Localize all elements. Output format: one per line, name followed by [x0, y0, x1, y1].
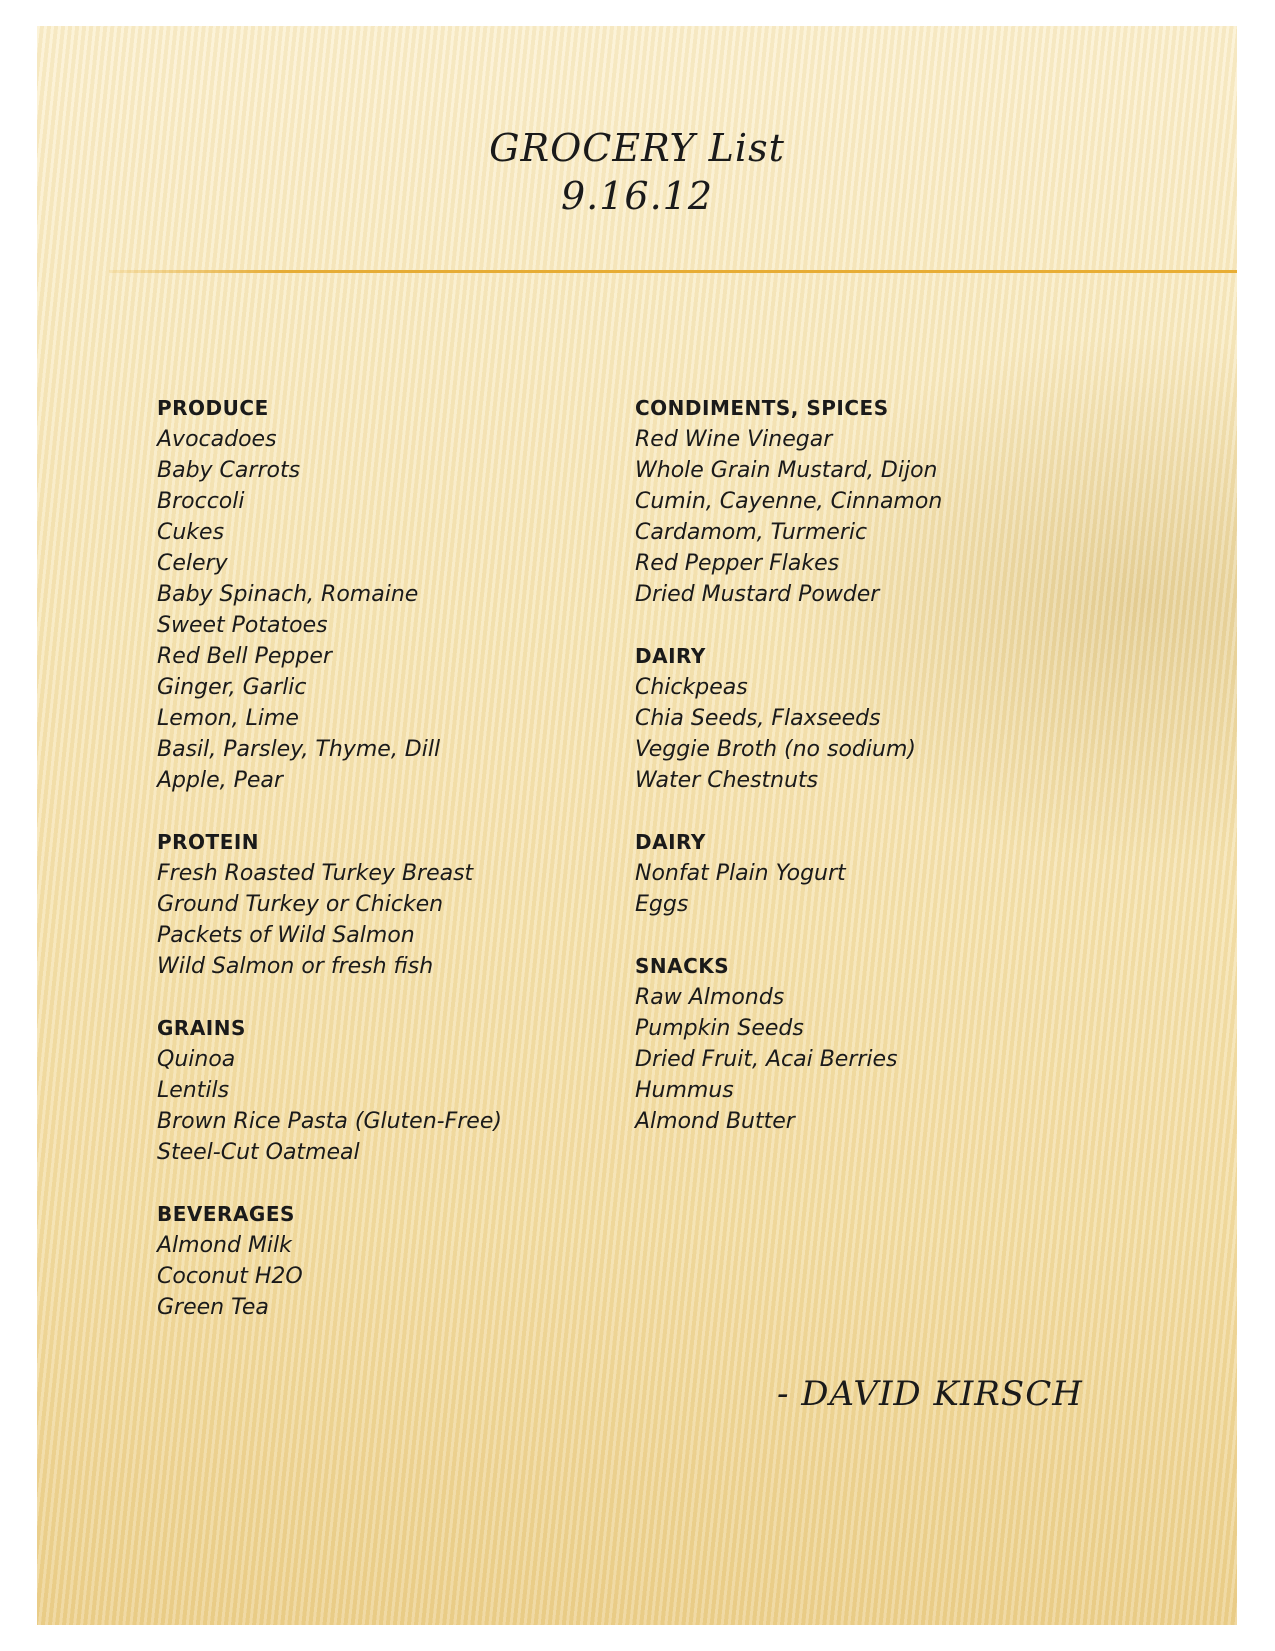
list-item: Steel-Cut Oatmeal — [157, 1140, 360, 1165]
list-item: Eggs — [635, 892, 689, 917]
list-item: Lentils — [157, 1078, 230, 1103]
signature: - DAVID KIRSCH — [777, 1374, 1083, 1414]
list-item: Red Bell Pepper — [157, 644, 332, 669]
list-item: Cumin, Cayenne, Cinnamon — [635, 489, 943, 514]
list-item: Brown Rice Pasta (Gluten-Free) — [157, 1109, 502, 1134]
list-item: Ginger, Garlic — [157, 675, 307, 700]
section-heading: SNACKS — [635, 954, 730, 978]
list-item: Packets of Wild Salmon — [157, 923, 415, 948]
list-item: Celery — [157, 551, 228, 576]
section-dairy — [635, 641, 1075, 796]
list-item: Almond Butter — [635, 1109, 795, 1134]
list-item: Basil, Parsley, Thyme, Dill — [157, 737, 441, 762]
section-produce — [157, 393, 597, 796]
list-item: Quinoa — [157, 1047, 236, 1072]
section-heading: GRAINS — [157, 1016, 246, 1040]
list-item: Chickpeas — [635, 675, 748, 700]
section-heading: BEVERAGES — [157, 1202, 295, 1226]
section-heading: PROTEIN — [157, 830, 260, 854]
section-condiments-spices — [635, 393, 1075, 610]
list-item: Red Wine Vinegar — [635, 427, 833, 452]
list-item: Wild Salmon or fresh fish — [157, 954, 434, 979]
list-item: Ground Turkey or Chicken — [157, 892, 444, 917]
section-dairy — [635, 827, 1075, 920]
list-item: Cukes — [157, 520, 225, 545]
section-beverages — [157, 1199, 597, 1323]
section-heading: DAIRY — [635, 830, 706, 854]
title-date: 9.16.12 — [560, 174, 714, 218]
list-item: Baby Carrots — [157, 458, 301, 483]
right-column — [635, 393, 1075, 1168]
list-item: Green Tea — [157, 1295, 269, 1320]
list-item: Dried Mustard Powder — [635, 582, 880, 607]
list-item: Cardamom, Turmeric — [635, 520, 868, 545]
list-item: Sweet Potatoes — [157, 613, 328, 638]
section-protein — [157, 827, 597, 982]
list-item: Chia Seeds, Flaxseeds — [635, 706, 881, 731]
title-divider — [109, 270, 1237, 273]
list-item: Avocadoes — [157, 427, 277, 452]
section-heading: PRODUCE — [157, 396, 269, 420]
list-item: Red Pepper Flakes — [635, 551, 840, 576]
section-heading: CONDIMENTS, SPICES — [635, 396, 889, 420]
section-snacks — [635, 951, 1075, 1137]
list-item: Water Chestnuts — [635, 768, 819, 793]
list-item: Dried Fruit, Acai Berries — [635, 1047, 898, 1072]
left-column — [157, 393, 597, 1354]
list-item: Apple, Pear — [157, 768, 283, 793]
list-item: Nonfat Plain Yogurt — [635, 861, 846, 886]
list-item: Pumpkin Seeds — [635, 1016, 804, 1041]
list-item: Almond Milk — [157, 1233, 292, 1258]
list-item: Veggie Broth (no sodium) — [635, 737, 916, 762]
list-item: Whole Grain Mustard, Dijon — [635, 458, 938, 483]
list-item: Coconut H2O — [157, 1264, 303, 1289]
title-text: GROCERY List — [489, 126, 785, 170]
list-item: Fresh Roasted Turkey Breast — [157, 861, 474, 886]
grocery-list-page — [37, 26, 1237, 1625]
list-item: Baby Spinach, Romaine — [157, 582, 419, 607]
section-grains — [157, 1013, 597, 1168]
list-item: Raw Almonds — [635, 985, 785, 1010]
section-heading: DAIRY — [635, 644, 706, 668]
page-title — [37, 124, 1237, 220]
list-item: Hummus — [635, 1078, 734, 1103]
list-item: Broccoli — [157, 489, 245, 514]
list-item: Lemon, Lime — [157, 706, 299, 731]
